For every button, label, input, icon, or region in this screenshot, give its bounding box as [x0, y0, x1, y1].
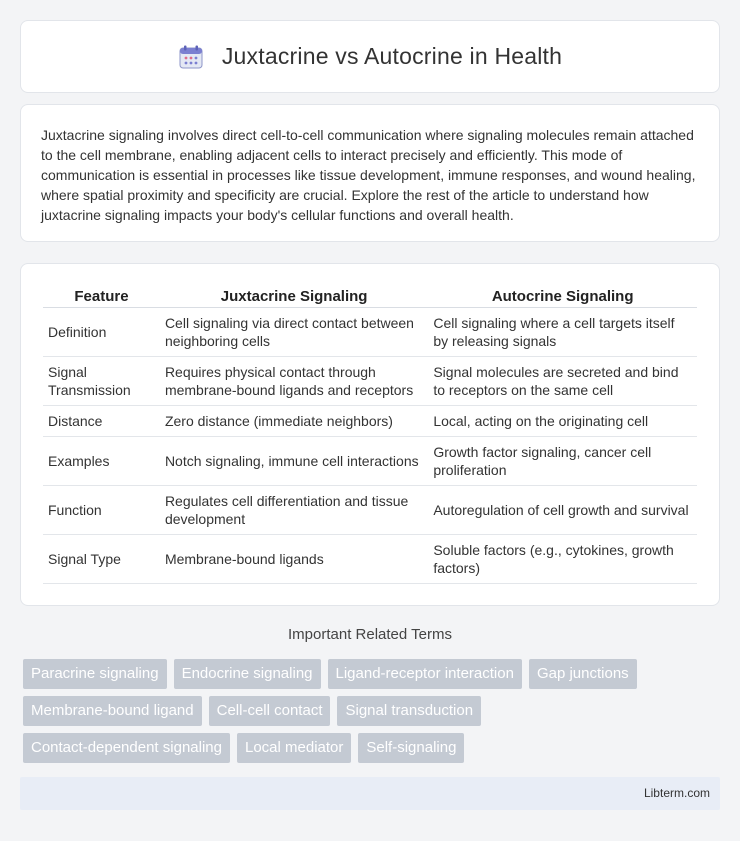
term-tag[interactable]: Cell-cell contact	[209, 696, 331, 726]
row-feature: Examples	[43, 437, 160, 486]
row-feature: Function	[43, 486, 160, 535]
term-tag[interactable]: Gap junctions	[529, 659, 637, 689]
intro-paragraph: Juxtacrine signaling involves direct cell-to-cell communication where signaling molecules remain attached to the cell membrane, enabling adjacent cells to interact precisely and efficiently. This mode of communication is essential in processes like tissue development, immune responses, and wound healing, where spatial proximity and specificity are crucial. Explore the rest of the article to understand how juxtacrine signaling impacts your body's cellular functions and overall health.	[41, 127, 696, 223]
table-row	[43, 535, 697, 584]
table-row	[43, 486, 697, 535]
term-tag[interactable]: Membrane-bound ligand	[23, 696, 202, 726]
row-autocrine: Signal molecules are secreted and bind to receptors on the same cell	[428, 357, 697, 406]
related-terms-heading: Important Related Terms	[288, 626, 452, 643]
title-card	[20, 20, 720, 93]
row-juxtacrine: Cell signaling via direct contact between neighboring cells	[160, 308, 428, 357]
row-feature: Signal Type	[43, 535, 160, 584]
table-row	[43, 437, 697, 486]
term-tag[interactable]: Signal transduction	[337, 696, 481, 726]
table-header-row	[43, 288, 697, 308]
table-row	[43, 357, 697, 406]
intro-card	[20, 104, 720, 242]
table-row	[43, 406, 697, 437]
row-juxtacrine: Zero distance (immediate neighbors)	[160, 406, 428, 437]
comparison-table-card	[20, 263, 720, 606]
row-autocrine: Cell signaling where a cell targets itself by releasing signals	[428, 308, 697, 357]
row-juxtacrine: Membrane-bound ligands	[160, 535, 428, 584]
term-tag[interactable]: Endocrine signaling	[174, 659, 321, 689]
term-tag[interactable]: Self-signaling	[358, 733, 464, 763]
row-autocrine: Autoregulation of cell growth and survival	[428, 486, 697, 535]
row-autocrine: Soluble factors (e.g., cytokines, growth factors)	[428, 535, 697, 584]
header-autocrine: Autocrine Signaling	[428, 288, 697, 308]
footer-site-link[interactable]: Libterm.com	[643, 786, 710, 800]
row-autocrine: Local, acting on the originating cell	[428, 406, 697, 437]
row-feature: Signal Transmission	[43, 357, 160, 406]
term-tag[interactable]: Paracrine signaling	[23, 659, 167, 689]
related-terms-list	[23, 659, 723, 770]
row-feature: Distance	[43, 406, 160, 437]
footer	[20, 777, 720, 810]
row-juxtacrine: Regulates cell differentiation and tissue development	[160, 486, 428, 535]
header-juxtacrine: Juxtacrine Signaling	[160, 288, 428, 308]
term-tag[interactable]: Local mediator	[237, 733, 351, 763]
term-tag[interactable]: Contact-dependent signaling	[23, 733, 230, 763]
page-title: Juxtacrine vs Autocrine in Health	[221, 43, 563, 69]
row-autocrine: Growth factor signaling, cancer cell proliferation	[428, 437, 697, 486]
table-row	[43, 308, 697, 357]
header-feature: Feature	[43, 288, 160, 308]
row-feature: Definition	[43, 308, 160, 357]
term-tag[interactable]: Ligand-receptor interaction	[328, 659, 522, 689]
calendar-icon	[178, 44, 204, 70]
comparison-table	[43, 288, 697, 584]
row-juxtacrine: Notch signaling, immune cell interactions	[160, 437, 428, 486]
row-juxtacrine: Requires physical contact through membrane-bound ligands and receptors	[160, 357, 428, 406]
